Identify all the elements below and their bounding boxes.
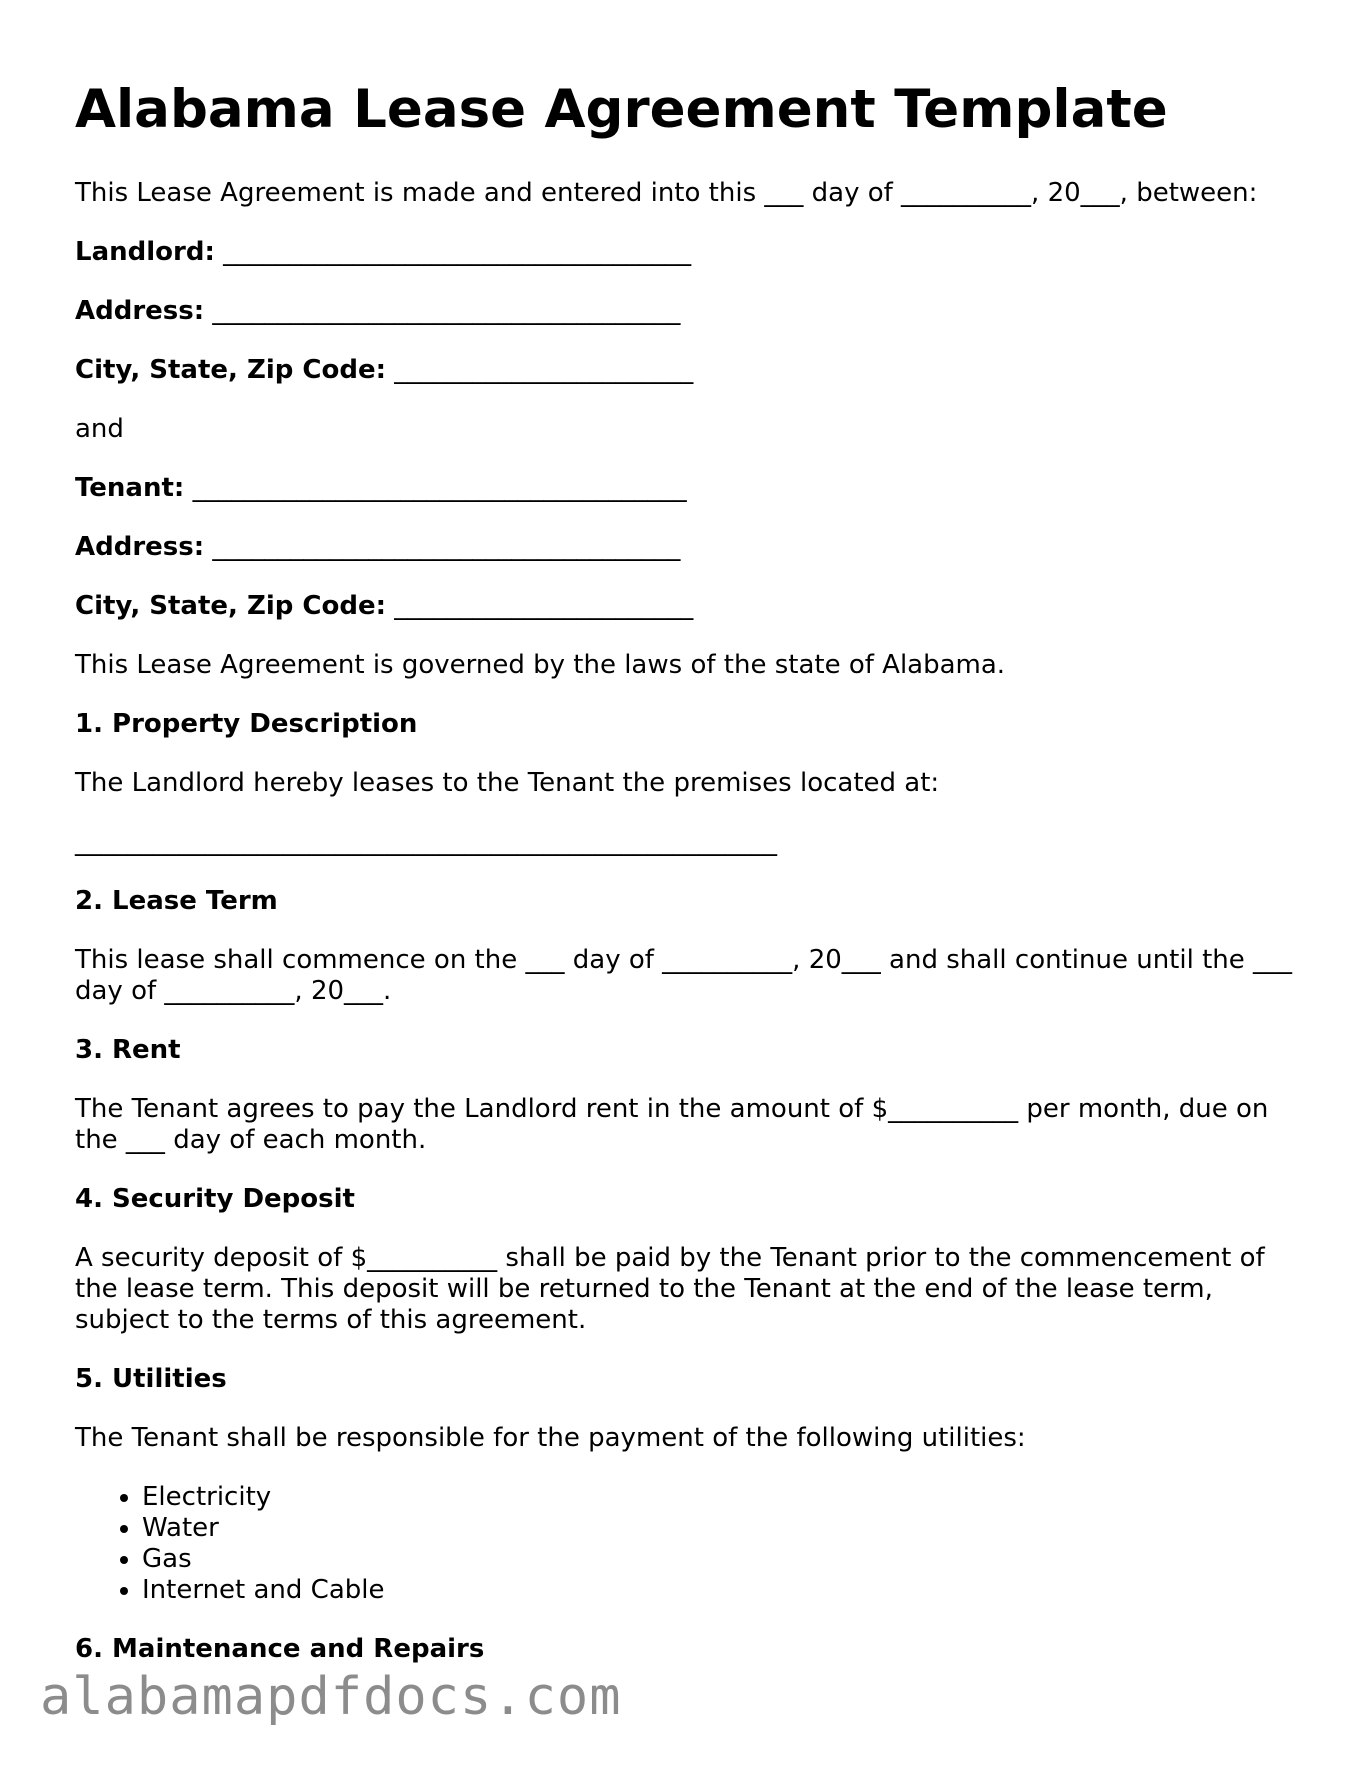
- utilities-text: The Tenant shall be responsible for the payment of the following utilities:: [75, 1422, 1026, 1453]
- list-item: • Water: [142, 1513, 1305, 1544]
- site-watermark: alabamapdfdocs.com: [40, 1667, 622, 1727]
- landlord-name-field: [75, 237, 1305, 268]
- tenant-address-label: Address:: [75, 531, 205, 562]
- landlord-city-field: [75, 355, 1305, 386]
- tenant-city-label: City, State, Zip Code:: [75, 590, 386, 621]
- governing-law-text: This Lease Agreement is governed by the laws of the state of Alabama.: [75, 649, 1006, 680]
- section-heading-utilities: 5. Utilities: [75, 1363, 227, 1394]
- landlord-name-label: Landlord:: [75, 236, 215, 267]
- landlord-address-blank: ____________________________________: [212, 295, 681, 326]
- landlord-name-blank: ____________________________________: [223, 236, 692, 267]
- section-heading-rent: 3. Rent: [75, 1034, 181, 1065]
- utilities-list: [75, 1482, 1305, 1606]
- tenant-name-field: [75, 473, 1305, 504]
- list-item: • Internet and Cable: [142, 1575, 1305, 1606]
- section-heading-property: 1. Property Description: [75, 708, 418, 739]
- tenant-city-blank: _______________________: [394, 590, 694, 621]
- landlord-city-blank: _______________________: [394, 354, 694, 385]
- property-address-blank: ______________________________________________________: [75, 826, 777, 857]
- deposit-text: A security deposit of $__________ shall be paid by the Tenant prior to the commencement of the lease term. This deposit will be returned to the Tenant at the end of the lease term, subject to the terms of this agreement.: [75, 1242, 1265, 1335]
- tenant-name-blank: ______________________________________: [192, 472, 687, 503]
- tenant-address-blank: ____________________________________: [212, 531, 681, 562]
- landlord-address-field: [75, 296, 1305, 327]
- tenant-address-field: [75, 532, 1305, 563]
- property-text: The Landlord hereby leases to the Tenant the premises located at:: [75, 767, 940, 798]
- section-heading-term: 2. Lease Term: [75, 885, 278, 916]
- landlord-city-label: City, State, Zip Code:: [75, 354, 386, 385]
- intro-text: This Lease Agreement is made and entered into this ___ day of __________, 20___, between:: [75, 177, 1258, 208]
- tenant-city-field: [75, 591, 1305, 622]
- tenant-name-label: Tenant:: [75, 472, 185, 503]
- section-heading-deposit: 4. Security Deposit: [75, 1183, 355, 1214]
- term-text: This lease shall commence on the ___ day of __________, 20___ and shall continue until the ___ day of __________, 20___.: [75, 944, 1293, 1006]
- rent-text: The Tenant agrees to pay the Landlord rent in the amount of $__________ per month, due on the ___ day of each month.: [75, 1093, 1269, 1155]
- list-item: • Gas: [142, 1544, 1305, 1575]
- document-body: [75, 78, 1305, 1693]
- section-heading-maintenance: 6. Maintenance and Repairs: [75, 1633, 485, 1664]
- and-text: and: [75, 413, 124, 444]
- page-title: Alabama Lease Agreement Template: [75, 79, 1168, 140]
- list-item: • Electricity: [142, 1482, 1305, 1513]
- landlord-address-label: Address:: [75, 295, 205, 326]
